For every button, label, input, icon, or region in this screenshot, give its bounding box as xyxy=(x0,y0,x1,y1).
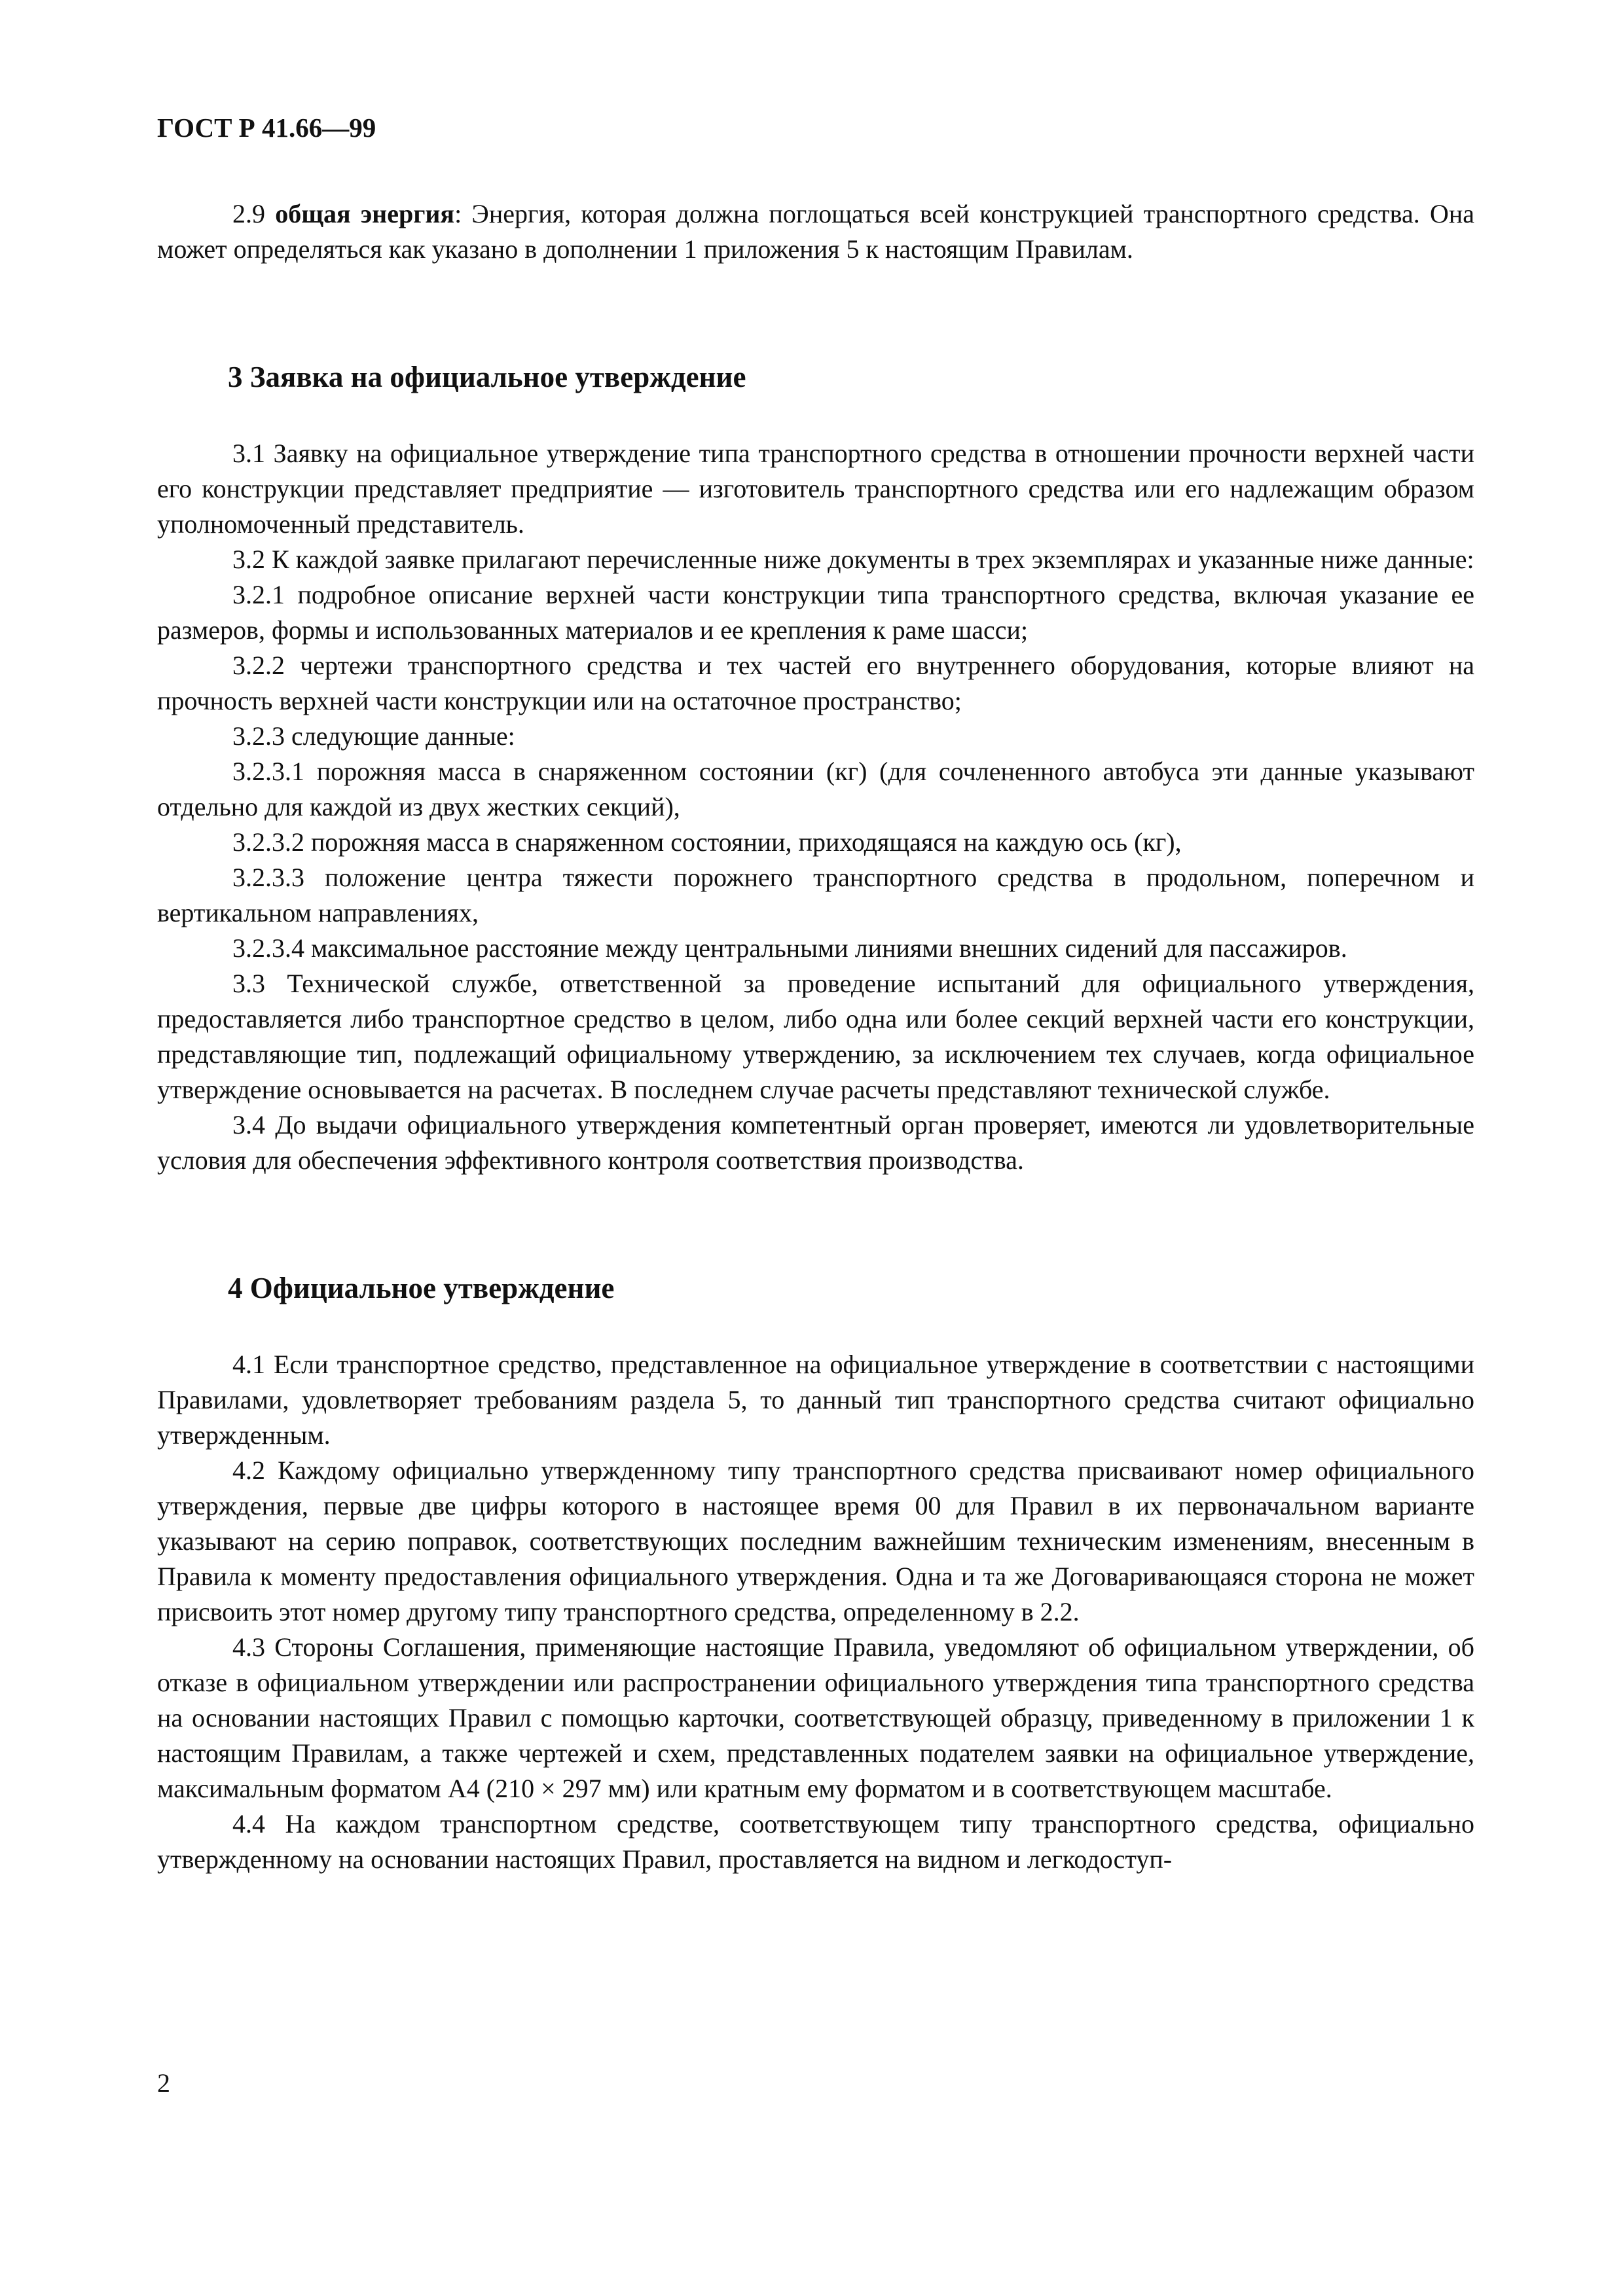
document-page xyxy=(157,111,1474,1877)
paragraph-3-3: 3.3 Технической службе, ответственной за проведение испытаний для официального утверждения, предоставляется либо транспортное средство в целом, либо одна или более секций верхней части его конструкции, представляющие тип, подлежащий официальному утверждению, за исключением тех случаев, когда официальное утверждение основывается на расчетах. В последнем случае расчеты представляют технической службе. xyxy=(157,969,1474,1104)
paragraph-4-1: 4.1 Если транспортное средство, представленное на официальное утверждение в соответствии с настоящими Правилами, удовлетворяет требованиям раздела 5, то данный тип транспортного средства считают официально утвержденным. xyxy=(157,1350,1474,1450)
paragraph-4-2: 4.2 Каждому официально утвержденному типу транспортного средства присваивают номер официального утверждения, первые две цифры которого в настоящее время 00 для Правил в их первоначальном варианте указывают на серию поправок, соответствующих последним важнейшим техническим изменениям, внесенным в Правила к моменту предоставления официального утверждения. Одна и та же Договаривающаяся сторона не может присвоить этот номер другому типу транспортного средства, определенному в 2.2. xyxy=(157,1456,1474,1626)
paragraph-3-2-3-1: 3.2.3.1 порожняя масса в снаряженном состоянии (кг) (для сочлененного автобуса эти данные указывают отдельно для каждой из двух жестких секций), xyxy=(157,757,1474,821)
defined-term: общая энергия xyxy=(275,199,455,228)
paragraph-2-9 xyxy=(157,196,1474,267)
paragraph-3-2-3-2: 3.2.3.2 порожняя масса в снаряженном состоянии, приходящаяся на каждую ось (кг), xyxy=(232,827,1182,857)
paragraph-4-3: 4.3 Стороны Соглашения, применяющие настоящие Правила, уведомляют об официальном утверждении, об отказе в официальном утверждении или распространении официального утверждения типа транспортного средства на основании настоящих Правил с помощью карточки, соответствующей образцу, приведенному в приложении 1 к настоящим Правилам, а также чертежей и схем, представленных подателем заявки на официальное утверждение, максимальным форматом А4 (210 × 297 мм) или кратным ему форматом и в соответствующем масштабе. xyxy=(157,1632,1474,1803)
paragraph-3-2-3-3: 3.2.3.3 положение центра тяжести порожнего транспортного средства в продольном, поперечном и вертикальном направлениях, xyxy=(157,863,1474,927)
paragraph-3-2-3: 3.2.3 следующие данные: xyxy=(232,721,515,751)
page-number: 2 xyxy=(157,2068,170,2098)
paragraph-3-2-2: 3.2.2 чертежи транспортного средства и тех частей его внутреннего оборудования, которые влияют на прочность верхней части конструкции или на остаточное пространство; xyxy=(157,651,1474,715)
paragraph-3-4: 3.4 До выдачи официального утверждения компетентный орган проверяет, имеются ли удовлетворительные условия для обеспечения эффективного контроля соответствия производства. xyxy=(157,1110,1474,1175)
paragraph-3-2: 3.2 К каждой заявке прилагают перечисленные ниже документы в трех экземплярах и указанные ниже данные: xyxy=(232,545,1474,574)
section-3-title: 3 Заявка на официальное утверждение xyxy=(228,361,746,393)
section-4-title: 4 Официальное утверждение xyxy=(228,1272,615,1304)
paragraph-3-1: 3.1 Заявку на официальное утверждение типа транспортного средства в отношении прочности верхней части его конструкции представляет предприятие — изготовитель транспортного средства или его надлежащим образом уполномоченный представитель. xyxy=(157,439,1474,539)
document-header: ГОСТ Р 41.66—99 xyxy=(157,113,376,143)
paragraph-4-4: 4.4 На каждом транспортном средстве, соответствующем типу транспортного средства, официально утвержденному на основании настоящих Правил, проставляется на видном и легкодоступ- xyxy=(157,1809,1474,1874)
paragraph-text: : Энергия, которая должна поглощаться всей конструкцией транспортного средства. Она может определяться как указано в дополнении 1 приложения 5 к настоящим Правилам. xyxy=(157,199,1474,264)
paragraph-3-2-1: 3.2.1 подробное описание верхней части конструкции типа транспортного средства, включая указание ее размеров, формы и использованных материалов и ее крепления к раме шасси; xyxy=(157,580,1474,645)
paragraph-3-2-3-4: 3.2.3.4 максимальное расстояние между центральными линиями внешних сидений для пассажиров. xyxy=(232,933,1347,963)
paragraph-number: 2.9 xyxy=(232,199,265,228)
